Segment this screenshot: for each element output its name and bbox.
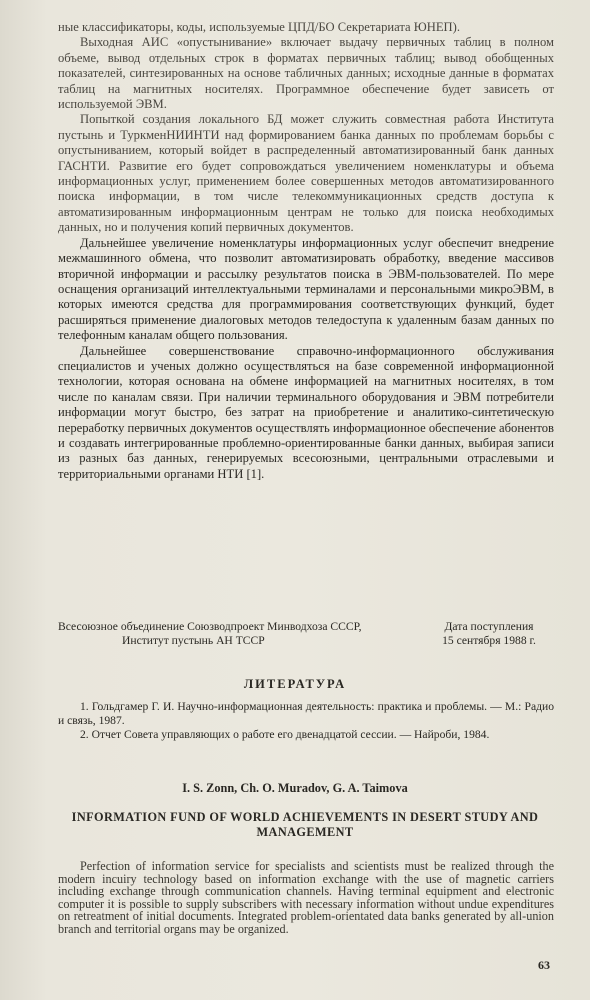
body-paragraph-5: Дальнейшее совершенствование справочно-информационного обслуживания специалистов и ученых должно осуществляться на базе современной информационной технологии, которая основана на обмене информацией на магнитных носителях, в том числе по каналам связи. При наличии терминального оборудования и ЭВМ потребители информации могут быстро, без затрат на приобретение и аналитико-синтетическую переработку первичных документов осуществлять информационное обеспечение абонентов и создавать интегрированные проблемно-ориентированные банки данных, выбирая записи из разных баз данных, генерируемых всесоюзными, центральными отраслевыми и территориальными органами НТИ [1].: [58, 343, 554, 481]
reference-item-2: 2. Отчет Совета управляющих о работе его двенадцатой сессии. — Найроби, 1984.: [80, 728, 490, 742]
literature-heading: ЛИТЕРАТУРА: [243, 677, 347, 691]
body-paragraph-4: Дальнейшее увеличение номенклатуры информационных услуг обеспечит внедрение межмашинного обмена, что позволит автоматизировать обработку, введение массивов вторичной информации и рассылку результатов поиска в ЭВМ-пользователей. По мере оснащения организаций интеллектуальными терминалами и персональными микроЭВМ, в которых имеются средства для программирования соответствующих функций, будет расширяться применение диалоговых методов теледоступа к удаленным базам данных по телефонным каналам общего пользования.: [58, 235, 554, 343]
article-body: [58, 20, 554, 482]
received-date-label: Дата поступления: [444, 620, 534, 633]
body-paragraph-3: Попыткой создания локального БД может служить совместная работа Института пустынь и ТуркменНИИНТИ над формированием банка данных по проблемам борьбы с опустыниванием, который войдет в распределенный автоматизированный банк данных ГАСНТИ. Развитие его будет сопровождаться увеличением номенклатуры и объема информационных услуг, применением более совершенных методов автоматизированного поиска информации, в том числе телекоммуникационных средств доступа к автоматизированным информационным центрам не только для поиска необходимых данных, но и получения копий первичных документов.: [58, 112, 554, 235]
english-authors: I. S. Zonn, Ch. O. Muradov, G. A. Taimova: [182, 781, 408, 795]
english-abstract-text: Perfection of information service for specialists and scientists must be realized through the modern incuiry technology based on information exchange with the use of magnetic carriers including exchange through communication channels. Having terminal equipment and electronic computer it is possible to supply subscribers with necessary information without undue expenditures on retreatment of initial documents. Integrated problem-orientated data banks generated by all-union branch and territorial organs may be organized.: [58, 859, 554, 936]
affiliation-line-2: Институт пустынь АН ТССР: [122, 634, 265, 647]
page-number: 63: [538, 958, 550, 972]
received-date-value: 15 сентября 1988 г.: [442, 634, 536, 647]
body-paragraph-2: Выходная АИС «опустынивание» включает выдачу первичных таблиц в полном объеме, вывод отдельных строк в форматах первичных таблиц; вывод обобщенных показателей, синтезированных на основе табличных данных; исходные данные в форматах таблиц на магнитных носителях. Программное обеспечение будет зависеть от используемой ЭВМ.: [58, 35, 554, 112]
affiliation-line-1: Всесоюзное объединение Союзводпроект Минводхоза СССР,: [58, 620, 362, 633]
reference-list: [58, 700, 554, 743]
english-title: INFORMATION FUND OF WORLD ACHIEVEMENTS IN DESERT STUDY AND MANAGEMENT: [71, 810, 539, 839]
reference-item-1: 1. Гольдгамер Г. И. Научно-информационная деятельность: практика и проблемы. — М.: Радио и связь, 1987.: [58, 700, 554, 728]
english-abstract: [58, 860, 554, 936]
body-paragraph-1: ные классификаторы, коды, используемые ЦПД/БО Секретариата ЮНЕП).: [58, 20, 460, 34]
